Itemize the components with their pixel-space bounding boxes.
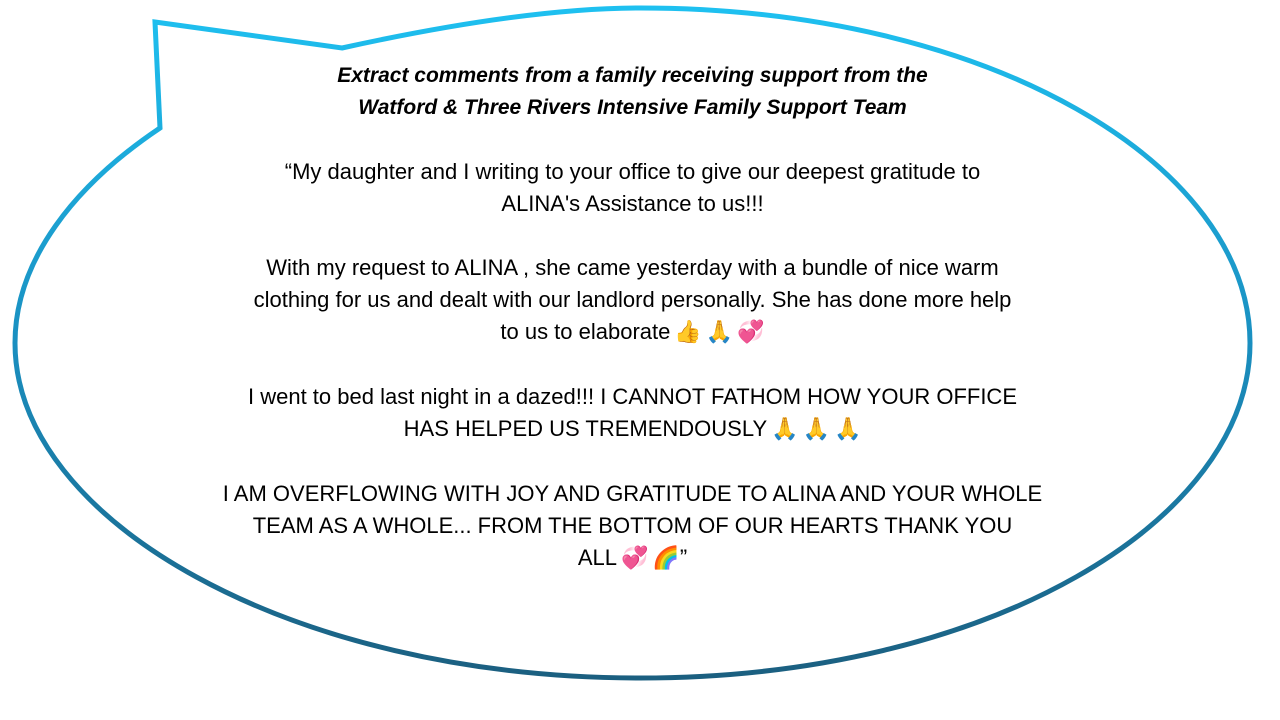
paragraph-request bbox=[180, 252, 1085, 349]
paragraph-4-line-3: ALL bbox=[577, 545, 617, 570]
testimonial-text bbox=[180, 60, 1085, 575]
folded-hands-icon: 🙏 bbox=[802, 417, 830, 442]
paragraph-3-line-2-wrap bbox=[180, 413, 1085, 446]
paragraph-gratitude bbox=[180, 156, 1085, 220]
paragraph-1-line-2: ALINA's Assistance to us!!! bbox=[501, 191, 764, 216]
heading-line-2: Watford & Three Rivers Intensive Family Support Team bbox=[358, 96, 907, 119]
paragraph-2-line-3: to us to elaborate bbox=[500, 319, 671, 344]
testimonial-heading bbox=[180, 60, 1085, 124]
paragraph-4-line-1: I AM OVERFLOWING WITH JOY AND GRATITUDE TO ALINA AND YOUR WHOLE bbox=[222, 481, 1043, 506]
paragraph-dazed bbox=[180, 381, 1085, 446]
paragraph-4-line-3-wrap bbox=[180, 542, 1085, 575]
closing-quote: ” bbox=[679, 545, 688, 570]
paragraph-2-line-1: With my request to ALINA , she came yesterday with a bundle of nice warm bbox=[266, 255, 999, 280]
folded-hands-icon: 🙏 bbox=[771, 417, 799, 442]
paragraph-2-line-2: clothing for us and dealt with our landlord personally. She has done more help bbox=[253, 287, 1012, 312]
folded-hands-icon: 🙏 bbox=[705, 320, 734, 345]
heading-line-1: Extract comments from a family receiving support from the bbox=[337, 64, 928, 87]
paragraph-1-line-1: “My daughter and I writing to your office to give our deepest gratitude to bbox=[284, 159, 981, 184]
heart-icon: 💞 bbox=[621, 546, 649, 571]
rainbow-icon: 🌈 bbox=[652, 546, 680, 571]
paragraph-3-line-2: HAS HELPED US TREMENDOUSLY bbox=[403, 416, 768, 441]
heart-icon: 💞 bbox=[737, 320, 765, 345]
paragraph-4-line-2: TEAM AS A WHOLE... FROM THE BOTTOM OF OUR HEARTS THANK YOU bbox=[252, 513, 1013, 538]
paragraph-2-line-3-wrap bbox=[180, 316, 1085, 349]
thumbs-up-icon: 👍 bbox=[674, 320, 702, 345]
folded-hands-icon: 🙏 bbox=[833, 417, 862, 442]
paragraph-3-line-1: I went to bed last night in a dazed!!! I CANNOT FATHOM HOW YOUR OFFICE bbox=[247, 384, 1017, 409]
paragraph-thanks bbox=[180, 478, 1085, 575]
